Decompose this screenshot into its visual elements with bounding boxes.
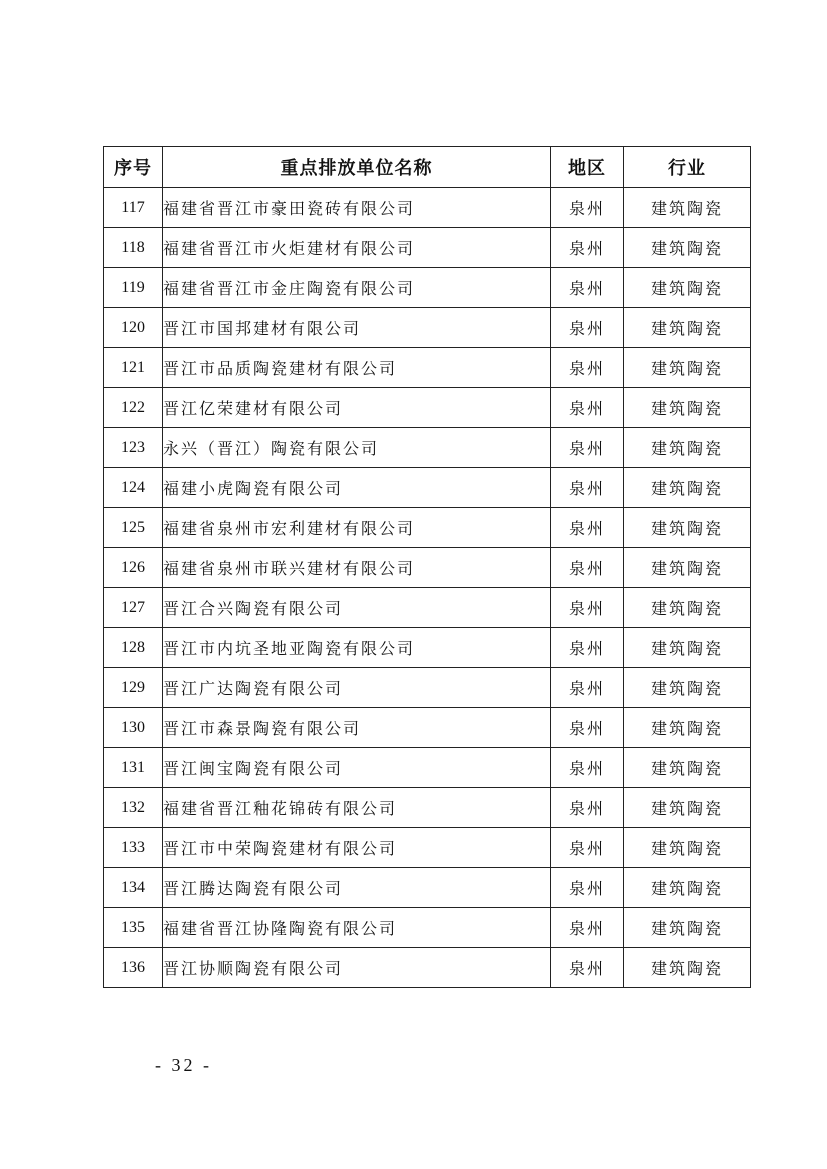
cell-serial-number: 134 xyxy=(104,868,163,908)
cell-serial-number: 121 xyxy=(104,348,163,388)
cell-serial-number: 119 xyxy=(104,268,163,308)
cell-serial-number: 127 xyxy=(104,588,163,628)
cell-industry: 建筑陶瓷 xyxy=(624,388,751,428)
table-row xyxy=(104,708,751,748)
cell-region: 泉州 xyxy=(551,788,624,828)
cell-serial-number: 120 xyxy=(104,308,163,348)
table-row xyxy=(104,388,751,428)
cell-region: 泉州 xyxy=(551,308,624,348)
cell-serial-number: 131 xyxy=(104,748,163,788)
cell-region: 泉州 xyxy=(551,588,624,628)
emitters-table xyxy=(103,146,751,988)
cell-entity-name: 晋江市国邦建材有限公司 xyxy=(163,308,551,348)
table-row xyxy=(104,268,751,308)
header-industry: 行业 xyxy=(624,147,751,188)
cell-industry: 建筑陶瓷 xyxy=(624,188,751,228)
cell-region: 泉州 xyxy=(551,908,624,948)
cell-region: 泉州 xyxy=(551,348,624,388)
table-row xyxy=(104,308,751,348)
table-row xyxy=(104,468,751,508)
cell-region: 泉州 xyxy=(551,188,624,228)
cell-industry: 建筑陶瓷 xyxy=(624,508,751,548)
cell-region: 泉州 xyxy=(551,868,624,908)
table-row xyxy=(104,188,751,228)
cell-entity-name: 永兴（晋江）陶瓷有限公司 xyxy=(163,428,551,468)
cell-entity-name: 晋江合兴陶瓷有限公司 xyxy=(163,588,551,628)
cell-region: 泉州 xyxy=(551,828,624,868)
table-header-row xyxy=(104,147,751,188)
cell-serial-number: 129 xyxy=(104,668,163,708)
cell-entity-name: 晋江腾达陶瓷有限公司 xyxy=(163,868,551,908)
table-row xyxy=(104,868,751,908)
table-row xyxy=(104,668,751,708)
cell-industry: 建筑陶瓷 xyxy=(624,668,751,708)
table-row xyxy=(104,628,751,668)
table-row xyxy=(104,748,751,788)
cell-region: 泉州 xyxy=(551,228,624,268)
cell-region: 泉州 xyxy=(551,388,624,428)
cell-industry: 建筑陶瓷 xyxy=(624,788,751,828)
cell-entity-name: 福建省晋江协隆陶瓷有限公司 xyxy=(163,908,551,948)
cell-region: 泉州 xyxy=(551,748,624,788)
cell-industry: 建筑陶瓷 xyxy=(624,708,751,748)
table-row xyxy=(104,548,751,588)
cell-serial-number: 125 xyxy=(104,508,163,548)
cell-serial-number: 133 xyxy=(104,828,163,868)
table-row xyxy=(104,228,751,268)
table-row xyxy=(104,908,751,948)
cell-entity-name: 晋江市中荣陶瓷建材有限公司 xyxy=(163,828,551,868)
cell-serial-number: 124 xyxy=(104,468,163,508)
cell-entity-name: 福建省晋江市豪田瓷砖有限公司 xyxy=(163,188,551,228)
cell-industry: 建筑陶瓷 xyxy=(624,308,751,348)
table-row xyxy=(104,828,751,868)
table-row xyxy=(104,348,751,388)
cell-region: 泉州 xyxy=(551,508,624,548)
cell-entity-name: 晋江广达陶瓷有限公司 xyxy=(163,668,551,708)
cell-industry: 建筑陶瓷 xyxy=(624,868,751,908)
table-row xyxy=(104,948,751,988)
cell-region: 泉州 xyxy=(551,268,624,308)
cell-region: 泉州 xyxy=(551,548,624,588)
cell-entity-name: 福建省泉州市联兴建材有限公司 xyxy=(163,548,551,588)
cell-industry: 建筑陶瓷 xyxy=(624,948,751,988)
cell-industry: 建筑陶瓷 xyxy=(624,228,751,268)
cell-serial-number: 118 xyxy=(104,228,163,268)
cell-industry: 建筑陶瓷 xyxy=(624,628,751,668)
table-row xyxy=(104,428,751,468)
cell-serial-number: 122 xyxy=(104,388,163,428)
cell-region: 泉州 xyxy=(551,708,624,748)
cell-region: 泉州 xyxy=(551,948,624,988)
cell-serial-number: 136 xyxy=(104,948,163,988)
cell-entity-name: 晋江市品质陶瓷建材有限公司 xyxy=(163,348,551,388)
cell-industry: 建筑陶瓷 xyxy=(624,468,751,508)
header-serial-number: 序号 xyxy=(104,147,163,188)
cell-serial-number: 123 xyxy=(104,428,163,468)
cell-industry: 建筑陶瓷 xyxy=(624,268,751,308)
table-row xyxy=(104,588,751,628)
cell-industry: 建筑陶瓷 xyxy=(624,588,751,628)
cell-region: 泉州 xyxy=(551,428,624,468)
cell-serial-number: 130 xyxy=(104,708,163,748)
cell-entity-name: 福建省晋江市金庄陶瓷有限公司 xyxy=(163,268,551,308)
cell-entity-name: 晋江闽宝陶瓷有限公司 xyxy=(163,748,551,788)
page-number: - 32 - xyxy=(155,1055,212,1075)
table-body xyxy=(104,188,751,988)
cell-industry: 建筑陶瓷 xyxy=(624,428,751,468)
cell-serial-number: 117 xyxy=(104,188,163,228)
cell-industry: 建筑陶瓷 xyxy=(624,908,751,948)
cell-entity-name: 晋江亿荣建材有限公司 xyxy=(163,388,551,428)
header-region: 地区 xyxy=(551,147,624,188)
cell-industry: 建筑陶瓷 xyxy=(624,748,751,788)
cell-serial-number: 128 xyxy=(104,628,163,668)
cell-entity-name: 晋江市森景陶瓷有限公司 xyxy=(163,708,551,748)
cell-entity-name: 福建省泉州市宏利建材有限公司 xyxy=(163,508,551,548)
cell-entity-name: 晋江市内坑圣地亚陶瓷有限公司 xyxy=(163,628,551,668)
cell-industry: 建筑陶瓷 xyxy=(624,348,751,388)
cell-entity-name: 福建小虎陶瓷有限公司 xyxy=(163,468,551,508)
cell-region: 泉州 xyxy=(551,468,624,508)
cell-entity-name: 福建省晋江釉花锦砖有限公司 xyxy=(163,788,551,828)
cell-industry: 建筑陶瓷 xyxy=(624,828,751,868)
header-entity-name: 重点排放单位名称 xyxy=(163,147,551,188)
cell-entity-name: 福建省晋江市火炬建材有限公司 xyxy=(163,228,551,268)
cell-serial-number: 126 xyxy=(104,548,163,588)
cell-region: 泉州 xyxy=(551,668,624,708)
cell-industry: 建筑陶瓷 xyxy=(624,548,751,588)
table-row xyxy=(104,788,751,828)
cell-serial-number: 132 xyxy=(104,788,163,828)
table-row xyxy=(104,508,751,548)
cell-serial-number: 135 xyxy=(104,908,163,948)
cell-entity-name: 晋江协顺陶瓷有限公司 xyxy=(163,948,551,988)
cell-region: 泉州 xyxy=(551,628,624,668)
